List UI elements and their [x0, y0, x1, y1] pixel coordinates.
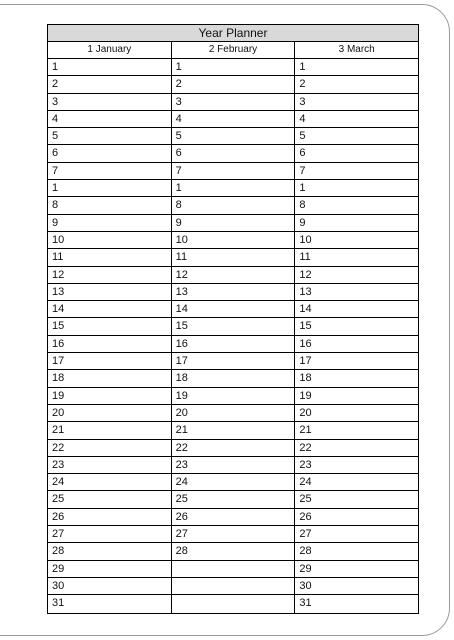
day-cell[interactable]: 22 — [299, 441, 312, 454]
day-cell[interactable]: 24 — [299, 476, 312, 489]
day-cell[interactable]: 29 — [299, 562, 312, 575]
day-cell[interactable]: 3 — [299, 95, 306, 108]
day-rows — [48, 59, 418, 613]
day-cell[interactable]: 21 — [299, 424, 312, 437]
table-row — [48, 180, 418, 197]
day-cell[interactable]: 25 — [48, 491, 172, 507]
day-cell[interactable]: 13 — [172, 284, 296, 300]
day-cell[interactable]: 13 — [299, 285, 312, 298]
day-cell[interactable]: 3 — [172, 94, 296, 110]
day-cell[interactable]: 24 — [48, 474, 172, 490]
day-cell[interactable]: 20 — [172, 405, 296, 421]
day-cell[interactable]: 17 — [172, 353, 296, 369]
day-cell[interactable]: 28 — [299, 545, 312, 558]
day-cell[interactable]: 7 — [48, 163, 172, 179]
day-cell[interactable]: 6 — [172, 145, 296, 161]
table-row — [48, 422, 418, 439]
month-header-march: 3 March — [338, 44, 375, 55]
day-cell[interactable]: 12 — [48, 267, 172, 283]
day-cell[interactable]: 5 — [48, 128, 172, 144]
day-cell[interactable]: 20 — [299, 406, 312, 419]
day-cell[interactable]: 31 — [48, 595, 172, 612]
day-cell[interactable]: 18 — [48, 370, 172, 386]
table-row — [48, 128, 418, 145]
table-row — [48, 111, 418, 128]
table-row — [48, 232, 418, 249]
table-row — [48, 561, 418, 578]
day-cell[interactable]: 2 — [48, 76, 172, 92]
table-row — [48, 543, 418, 560]
table-row — [48, 145, 418, 162]
day-cell[interactable]: 30 — [48, 578, 172, 594]
day-cell[interactable]: 9 — [299, 216, 306, 229]
day-cell[interactable]: 17 — [48, 353, 172, 369]
month-header-row — [48, 42, 418, 59]
day-cell[interactable]: 11 — [48, 249, 172, 265]
table-row — [48, 215, 418, 232]
day-cell[interactable]: 11 — [172, 249, 296, 265]
day-cell[interactable]: 27 — [172, 526, 296, 542]
day-cell[interactable]: 4 — [172, 111, 296, 127]
day-cell[interactable]: 14 — [48, 301, 172, 317]
day-cell[interactable]: 8 — [48, 197, 172, 213]
day-cell[interactable]: 1 — [299, 61, 306, 73]
day-cell[interactable]: 8 — [299, 199, 306, 212]
day-cell[interactable]: 20 — [48, 405, 172, 421]
day-cell[interactable]: 5 — [172, 128, 296, 144]
table-row — [48, 249, 418, 266]
day-cell[interactable] — [172, 595, 296, 612]
day-cell[interactable]: 12 — [172, 267, 296, 283]
table-row — [48, 197, 418, 214]
day-cell[interactable]: 27 — [299, 528, 312, 541]
day-cell[interactable]: 26 — [172, 509, 296, 525]
day-cell[interactable]: 31 — [299, 597, 312, 610]
table-row — [48, 370, 418, 387]
day-cell[interactable]: 1 — [48, 59, 172, 75]
table-row — [48, 388, 418, 405]
day-cell[interactable] — [172, 578, 296, 594]
day-cell[interactable]: 2 — [172, 76, 296, 92]
table-row — [48, 94, 418, 111]
day-cell[interactable]: 28 — [48, 543, 172, 559]
table-row — [48, 457, 418, 474]
day-cell[interactable]: 25 — [172, 491, 296, 507]
day-cell[interactable]: 4 — [299, 112, 306, 125]
day-cell[interactable]: 30 — [299, 579, 312, 592]
day-cell[interactable]: 26 — [48, 509, 172, 525]
day-cell[interactable]: 29 — [48, 561, 172, 577]
day-cell[interactable]: 2 — [299, 78, 306, 91]
day-cell[interactable]: 23 — [48, 457, 172, 473]
day-cell[interactable]: 21 — [172, 422, 296, 438]
day-cell[interactable]: 1 — [48, 180, 172, 196]
day-cell[interactable]: 15 — [172, 318, 296, 334]
day-cell[interactable]: 15 — [48, 318, 172, 334]
day-cell[interactable]: 16 — [299, 337, 312, 350]
table-row — [48, 318, 418, 335]
planner-title: Year Planner — [48, 25, 418, 42]
table-row — [48, 440, 418, 457]
day-cell[interactable]: 16 — [48, 336, 172, 352]
day-cell[interactable]: 22 — [48, 440, 172, 456]
table-row — [48, 301, 418, 318]
day-cell[interactable]: 16 — [172, 336, 296, 352]
month-header-february: 2 February — [172, 42, 296, 58]
table-row — [48, 59, 418, 76]
day-cell[interactable]: 24 — [172, 474, 296, 490]
day-cell[interactable]: 9 — [172, 215, 296, 231]
day-cell[interactable]: 18 — [172, 370, 296, 386]
day-cell[interactable] — [172, 561, 296, 577]
day-cell[interactable]: 14 — [172, 301, 296, 317]
day-cell[interactable]: 7 — [172, 163, 296, 179]
month-header-january: 1 January — [48, 42, 172, 58]
table-row — [48, 491, 418, 508]
day-cell[interactable]: 15 — [299, 320, 312, 333]
table-row — [48, 578, 418, 595]
day-cell[interactable]: 26 — [299, 510, 312, 523]
day-cell[interactable]: 28 — [172, 543, 296, 559]
table-row — [48, 405, 418, 422]
day-cell[interactable]: 1 — [172, 180, 296, 196]
day-cell[interactable]: 9 — [48, 215, 172, 231]
day-cell[interactable]: 4 — [48, 111, 172, 127]
table-row — [48, 474, 418, 491]
day-cell[interactable]: 10 — [172, 232, 296, 248]
day-cell[interactable]: 6 — [48, 145, 172, 161]
day-cell[interactable]: 23 — [299, 458, 312, 471]
day-cell[interactable]: 10 — [48, 232, 172, 248]
day-cell[interactable]: 19 — [48, 388, 172, 404]
table-row — [48, 509, 418, 526]
table-row — [48, 526, 418, 543]
table-row — [48, 336, 418, 353]
day-cell[interactable]: 8 — [172, 197, 296, 213]
day-cell[interactable]: 25 — [299, 493, 312, 506]
day-cell[interactable]: 22 — [172, 440, 296, 456]
table-row — [48, 267, 418, 284]
table-row — [48, 163, 418, 180]
day-cell[interactable]: 1 — [172, 59, 296, 75]
day-cell[interactable]: 11 — [299, 251, 311, 264]
day-cell[interactable]: 7 — [299, 164, 306, 177]
day-cell[interactable]: 18 — [299, 372, 312, 385]
day-cell[interactable]: 10 — [299, 233, 312, 246]
table-row — [48, 595, 418, 612]
day-cell[interactable]: 5 — [299, 130, 306, 143]
day-cell[interactable]: 3 — [48, 94, 172, 110]
day-cell[interactable]: 13 — [48, 284, 172, 300]
day-cell[interactable]: 19 — [172, 388, 296, 404]
table-row — [48, 76, 418, 93]
day-cell[interactable]: 14 — [299, 303, 312, 316]
day-cell[interactable]: 21 — [48, 422, 172, 438]
day-cell[interactable]: 19 — [299, 389, 312, 402]
table-row — [48, 284, 418, 301]
day-cell[interactable]: 27 — [48, 526, 172, 542]
day-cell[interactable]: 6 — [299, 147, 306, 160]
day-cell[interactable]: 12 — [299, 268, 312, 281]
year-planner-table — [47, 24, 419, 614]
day-cell[interactable]: 1 — [299, 182, 306, 195]
table-row — [48, 353, 418, 370]
day-cell[interactable]: 23 — [172, 457, 296, 473]
day-cell[interactable]: 17 — [299, 355, 312, 368]
